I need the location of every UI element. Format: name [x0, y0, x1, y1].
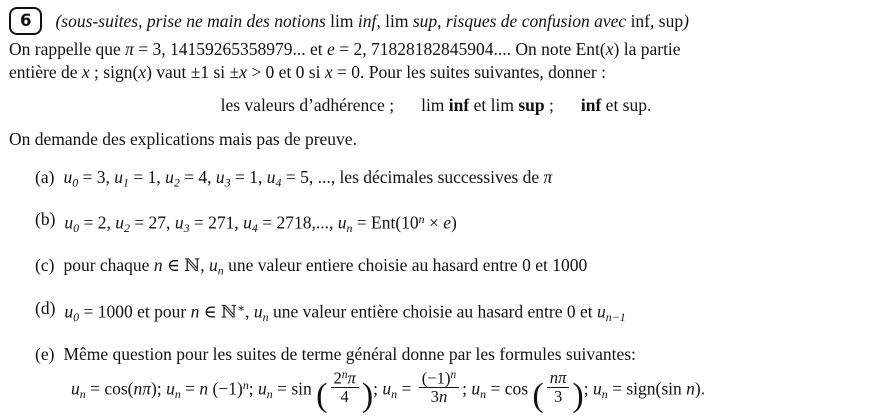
math-t: pour chaque — [63, 255, 154, 276]
exercise-header — [9, 7, 863, 35]
math-big: ) — [361, 376, 374, 414]
math-sub: 4 — [251, 221, 258, 236]
math-i: u — [64, 213, 74, 234]
math-i: u — [63, 167, 73, 187]
math-t: lim — [421, 95, 449, 115]
math-sup: n — [450, 368, 457, 381]
math-sub: 0 — [73, 221, 80, 236]
math-i: u — [243, 213, 252, 234]
math-t: = 4, — [179, 167, 216, 187]
item-a — [9, 166, 863, 193]
math-t: = cos — [486, 378, 533, 399]
math-sub: 3 — [183, 221, 190, 236]
math-i: sup — [412, 10, 438, 31]
item-e — [9, 343, 863, 365]
math-b: inf — [448, 95, 470, 115]
math-i: u — [114, 167, 124, 187]
math-big: ( — [316, 376, 328, 414]
math-frac — [547, 369, 570, 406]
asked-quantities-line — [9, 93, 863, 117]
math-i: u — [71, 378, 80, 399]
math-t: sup — [658, 10, 684, 31]
math-i: x — [138, 62, 147, 82]
math-i: nπ — [549, 367, 567, 387]
math-i: u — [382, 378, 392, 399]
math-t: = 3, 14159265358979... et — [133, 39, 328, 59]
math-i: u — [115, 213, 124, 234]
math-t: ). — [694, 378, 706, 399]
math-t: entière de — [9, 62, 82, 82]
math-i: u — [597, 301, 606, 322]
math-sub: n — [262, 309, 269, 324]
math-t: ) la partie — [613, 39, 681, 59]
math-i: , — [650, 10, 659, 31]
math-i: u — [174, 213, 184, 234]
math-sub: n — [174, 386, 181, 401]
math-t: une valeur entière choisie au hasard entre 0 et — [268, 301, 598, 322]
item-c — [9, 254, 863, 281]
math-big: ( — [532, 376, 544, 414]
math-sub: 3 — [224, 175, 231, 190]
fraction-denominator — [547, 387, 570, 406]
math-i: nπ — [133, 378, 152, 399]
math-i: u — [215, 167, 225, 187]
math-i: u — [165, 167, 174, 187]
math-t: × — [424, 213, 444, 234]
math-t: ; — [373, 378, 383, 399]
item-b-label: (b) — [35, 209, 56, 230]
item-e-label: (e) — [35, 343, 55, 364]
math-i: e — [443, 213, 452, 234]
math-t: = 2, 71828182845904.... On note Ent( — [334, 39, 606, 59]
math-sub: n — [79, 386, 86, 401]
item-e-content — [63, 343, 635, 365]
math-t: ; — [462, 378, 472, 399]
item-a-content — [63, 166, 552, 193]
math-t: On demande des explications mais pas de preuve. — [9, 129, 357, 149]
math-t: = 271, — [189, 213, 244, 234]
math-frac — [331, 369, 359, 406]
math-t: (−1) — [208, 378, 243, 399]
math-i: n — [153, 255, 163, 276]
math-t: ∈ ℕ — [199, 301, 238, 322]
math-i: (sous-suites, prise ne main des notions — [55, 10, 331, 31]
item-d-content — [64, 297, 625, 328]
math-t: = — [180, 378, 200, 399]
math-t: On rappelle que — [9, 39, 126, 59]
math-sup: n — [242, 377, 249, 392]
math-frac — [419, 369, 459, 406]
item-e-formulas — [71, 367, 863, 414]
math-t: 3 — [553, 386, 563, 406]
math-sub: n — [391, 386, 398, 401]
math-sub: n−1 — [605, 309, 626, 324]
math-t: = 1, — [128, 167, 166, 187]
math-sub: n — [217, 263, 224, 278]
exercise-number: 6 — [20, 11, 32, 30]
math-i: x — [324, 62, 333, 82]
math-t: inf — [630, 10, 651, 31]
math-t: ; sign( — [89, 62, 139, 82]
math-big: ) — [572, 376, 584, 414]
math-t: = 2, — [79, 213, 116, 234]
math-t: ); — [151, 378, 167, 399]
math-t: lim — [330, 10, 358, 31]
math-t: = Ent(10 — [352, 213, 419, 234]
math-t: Même question pour les suites de terme général donne par les formules suivantes: — [63, 343, 636, 364]
item-a-label: (a) — [35, 167, 55, 187]
math-i: u — [64, 301, 74, 322]
math-i: u — [593, 378, 602, 399]
math-i: u — [253, 301, 263, 322]
math-t: = sin — [272, 378, 317, 399]
math-i: x — [239, 62, 247, 82]
math-sup: n — [418, 212, 425, 227]
math-t: = — [397, 378, 416, 399]
math-sub: n — [601, 386, 608, 401]
fraction-denominator — [331, 387, 359, 406]
exercise-number-box — [9, 7, 42, 35]
math-t: les valeurs d’adhérence ; — [220, 95, 395, 115]
math-t: > 0 et 0 si — [246, 62, 325, 82]
math-t: et lim — [469, 95, 519, 115]
math-sub: n — [346, 221, 353, 236]
item-d — [9, 297, 863, 328]
math-i: π — [125, 39, 134, 59]
math-b: inf — [580, 95, 602, 115]
math-sub: 2 — [123, 221, 130, 236]
math-i: x — [81, 62, 90, 82]
math-t: lim — [385, 10, 413, 31]
math-i: n — [438, 387, 448, 407]
item-c-label: (c) — [35, 255, 55, 276]
math-t: 4 — [340, 387, 349, 407]
math-sub: n — [480, 386, 487, 401]
math-b: sup — [518, 95, 545, 115]
math-t: = 1000 et pour — [79, 301, 191, 322]
math-i: ) — [683, 10, 689, 31]
math-i: π — [543, 167, 553, 187]
math-i: n — [199, 378, 209, 399]
math-i: u — [209, 255, 218, 276]
math-t: et sup. — [601, 95, 652, 115]
math-i: u — [266, 167, 276, 187]
math-t: , — [245, 301, 254, 322]
math-i: , — [376, 10, 386, 31]
math-t: ; — [248, 378, 259, 399]
math-i: n — [190, 301, 200, 322]
fraction-denominator — [419, 387, 459, 406]
math-t: ; — [544, 95, 554, 115]
math-i: u — [166, 378, 175, 399]
item-b — [9, 208, 863, 239]
math-t: 3 — [430, 387, 439, 407]
fraction-numerator — [419, 369, 459, 387]
math-sub: 4 — [275, 175, 282, 190]
math-sub: n — [266, 386, 273, 401]
math-t: 2 — [333, 368, 342, 388]
math-t: = 1, — [230, 167, 267, 187]
item-b-content — [64, 208, 456, 239]
math-t: ) — [451, 213, 457, 234]
math-sup: ∗ — [237, 300, 246, 315]
note-line — [9, 128, 863, 151]
math-t: = cos( — [85, 378, 134, 399]
math-sub: 2 — [173, 175, 180, 190]
exercise-title — [55, 11, 688, 32]
math-t: = 27, — [129, 213, 175, 234]
math-i: , risques de confusion avec — [437, 10, 631, 31]
item-c-content — [63, 254, 587, 281]
math-t: = 3, — [78, 167, 115, 187]
math-sub: 0 — [73, 309, 80, 324]
math-t: ; — [583, 378, 594, 399]
math-t: une valeur entiere choisie au hasard entre 0 et 1000 — [223, 255, 588, 276]
math-i: u — [258, 378, 267, 399]
math-t: = sign(sin — [607, 378, 687, 399]
item-d-label: (d) — [35, 297, 56, 318]
fraction-numerator — [331, 369, 359, 387]
math-t: ) vaut ±1 si ± — [146, 62, 240, 82]
math-i: e — [327, 39, 335, 59]
math-i: n — [686, 378, 695, 399]
math-sub: 1 — [123, 175, 129, 190]
math-i: inf — [357, 10, 377, 31]
math-t: = 0. Pour les suites suivantes, donner : — [332, 62, 606, 82]
math-i: x — [605, 39, 614, 59]
math-t: = 2718,..., — [257, 213, 338, 234]
math-t: = 5, ..., les décimales successives de — [281, 167, 544, 187]
math-sub: 0 — [72, 175, 79, 190]
intro-line-2 — [9, 61, 863, 84]
intro-line-1 — [9, 38, 863, 61]
math-t: ∈ ℕ, — [162, 255, 210, 276]
math-sup: n — [341, 368, 348, 381]
math-t: (−1) — [421, 368, 451, 388]
math-i: u — [337, 213, 347, 234]
math-i: π — [347, 368, 356, 388]
fraction-numerator — [547, 369, 570, 387]
math-i: u — [471, 378, 481, 399]
